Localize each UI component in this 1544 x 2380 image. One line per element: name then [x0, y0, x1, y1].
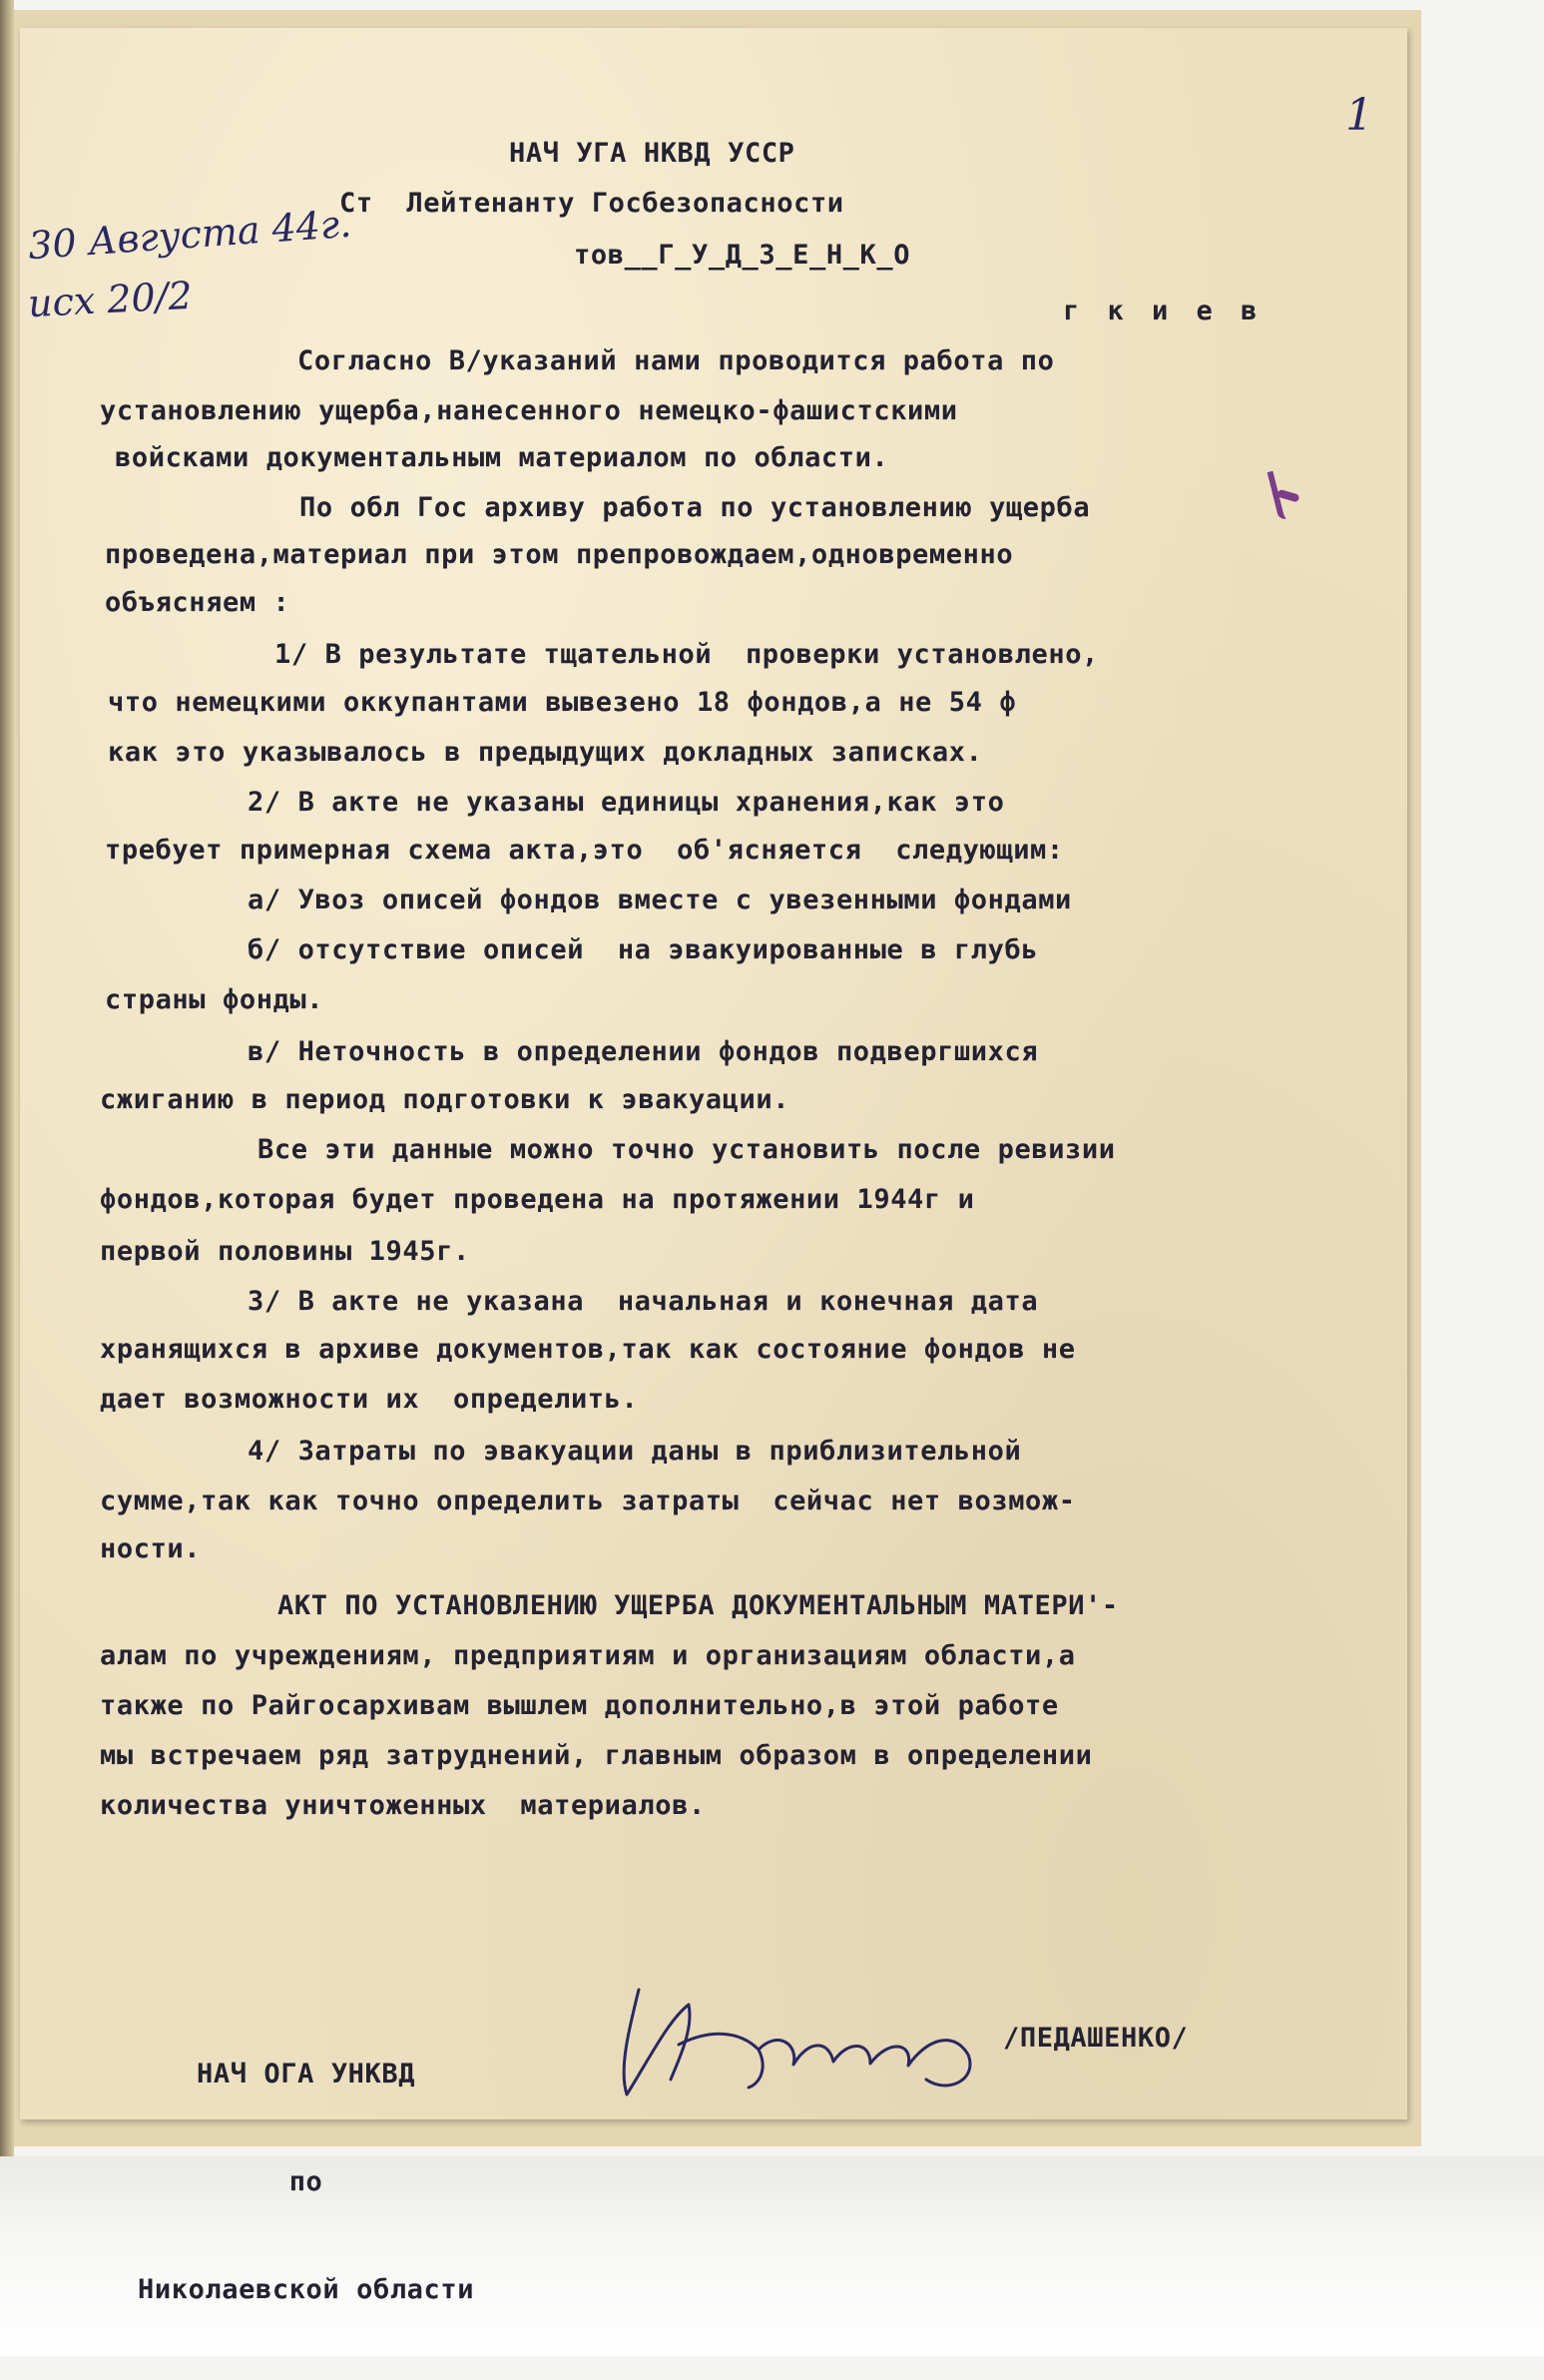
signatory-title [138, 1985, 474, 2380]
header-addressee-name: тов__Г_У_Д_З_Е_Н_К_О [574, 240, 911, 271]
body-line: требует примерная схема акта,это об'ясняется следующим: [105, 835, 1064, 866]
body-line: Все эти данные можно точно установить после ревизии [257, 1134, 1116, 1165]
body-line: первой половины 1945г. [100, 1236, 470, 1267]
header-city: г к и е в [1063, 296, 1264, 326]
body-line: сумме,так как точно определить затраты сейчас нет возмож- [100, 1486, 1076, 1516]
body-line: АКТ ПО УСТАНОВЛЕНИЮ УЩЕРБА ДОКУМЕНТАЛЬНЫМ МАТЕРИ'- [277, 1590, 1119, 1621]
body-line: ности. [100, 1533, 202, 1564]
body-line: 1/ В результате тщательной проверки установлено, [274, 639, 1099, 670]
body-line: По обл Гос архиву работа по установлению ущерба [299, 492, 1091, 523]
body-line: б/ отсутствие описей на эвакуированные в глубь [248, 934, 1039, 965]
body-line: Согласно В/указаний нами проводится работа по [297, 345, 1055, 376]
header-addressee-rank: Ст Лейтенанту Госбезопасности [339, 188, 844, 219]
typewritten-text [20, 28, 1407, 2305]
body-line: проведена,материал при этом препровождаем,одновременно [105, 539, 1014, 570]
body-line: мы встречаем ряд затруднений, главным образом в определении [100, 1740, 1093, 1771]
handwritten-signature [609, 1970, 1028, 2109]
body-line: страны фонды. [105, 984, 324, 1015]
body-line: войсками документальным материалом по области. [115, 442, 889, 473]
body-line: в/ Неточность в определении фондов подвергшихся [248, 1036, 1039, 1067]
body-line: объясняем : [105, 587, 290, 618]
signatory-title-line: Николаевской области [138, 2274, 475, 2305]
body-line: 2/ В акте не указаны единицы хранения,как это [248, 787, 1005, 818]
body-line: сжиганию в период подготовки к эвакуации. [100, 1084, 790, 1115]
body-line: 3/ В акте не указана начальная и конечная дата [248, 1286, 1039, 1317]
body-line: что немецкими оккупантами вывезено 18 фондов,а не 54 ф [108, 687, 1017, 718]
handwritten-date: 30 Августа 44г. [26, 201, 353, 269]
document-page [20, 28, 1407, 2305]
page-number: 1 [1345, 90, 1373, 141]
signatory-title-line: НАЧ ОГА УНКВД [196, 2059, 416, 2089]
body-line: также по Райгосархивам вышлем дополнительно,в этой работе [100, 1690, 1059, 1721]
body-line: фондов,которая будет проведена на протяжении 1944г и [100, 1184, 975, 1215]
signatory-name: /ПЕДАШЕНКО/ [1003, 2023, 1189, 2054]
signatory-title-line: по [288, 2166, 323, 2197]
header-addressee-org: НАЧ УГА НКВД УССР [509, 138, 795, 169]
body-line: количества уничтоженных материалов. [100, 1790, 706, 1821]
body-line: установлению ущерба,нанесенного немецко-фашистскими [100, 395, 958, 426]
body-line: дает возможности их определить. [100, 1384, 639, 1415]
body-line: как это указывалось в предыдущих докладных записках. [108, 737, 983, 768]
body-line: хранящихся в архиве документов,так как состояние фондов не [100, 1334, 1076, 1365]
body-line: алам по учреждениям, предприятиям и организациям области,а [100, 1640, 1076, 1671]
binding-edge [0, 0, 14, 2176]
handwritten-reference: исх 20/2 [26, 273, 194, 326]
body-line: а/ Увоз описей фондов вместе с увезенными фондами [248, 885, 1072, 915]
body-line: 4/ Затраты по эвакуации даны в приблизительной [248, 1436, 1022, 1467]
